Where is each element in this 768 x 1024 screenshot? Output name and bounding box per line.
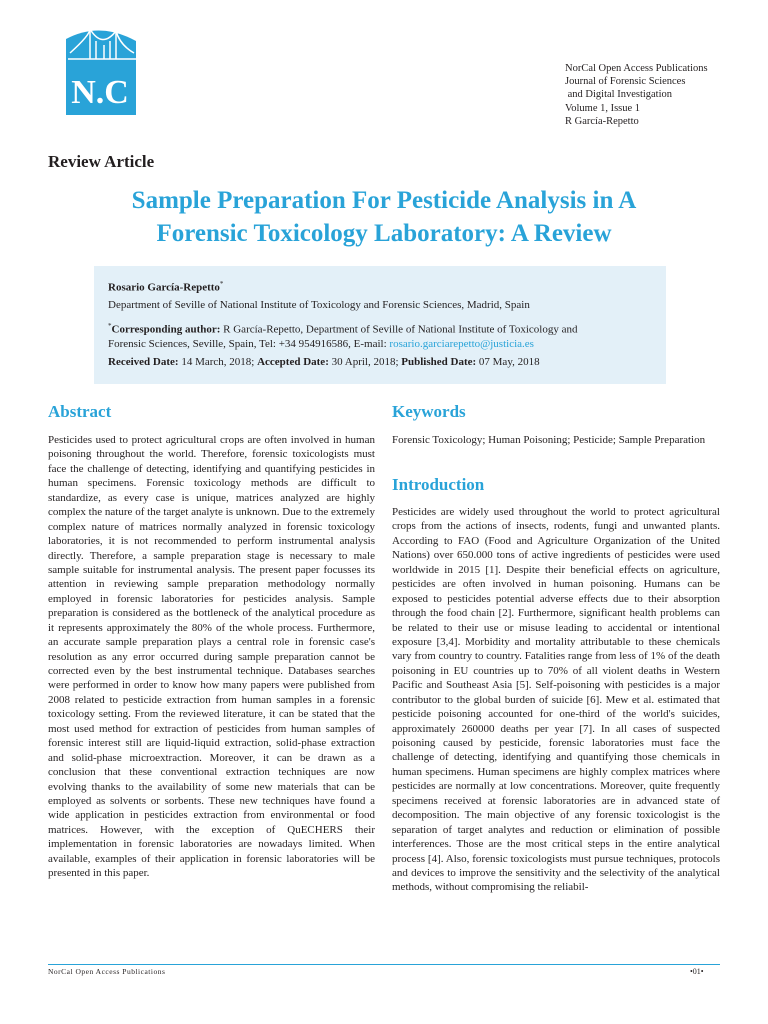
dates-line — [108, 355, 653, 370]
accepted-label: Accepted Date: — [257, 356, 329, 368]
author-mark: * — [219, 280, 224, 288]
corr-text-1: R García-Repetto, Department of Seville of National Institute of Toxicology and — [220, 323, 578, 336]
page-number: •01• — [690, 967, 704, 976]
keywords-heading: Keywords — [392, 402, 466, 421]
svg-text:N.C: N.C — [71, 74, 129, 111]
abstract-text: Pesticides used to protect agricultural crops are often involved in human poisoning throughout the world. Therefore, forensic toxicologists must face the challenge of detecting, identifying and quantifying pesticides in human specimens. Forensic toxicology methods are difficult to standardize, as every case is unique, matrices analyzed are highly complex the nature of the target analyte is unknown. Due to the extremely complex nature of matrices normally analyzed in forensic toxicology laboratories, it is not recommended to perform instrumental analysis directly. Therefore, a sample preparation stage is necessary to male sample suitable for instrumental analysis. The present paper focusses its attention in reviewing sample preparation methodology normally employed in forensic laboratories for pesticides analysis. Sample preparation is considered as the bottleneck of the analytical procedure as it represents approximately the 80% of the whole process. Furthermore, an accurate sample preparation plays a central role in forensic case's resolution as any error occurred during sample preparation cannot be corrected even by the best instrumental technique. Databases searches were performed in order to know how many papers were published from 2008 related to pesticide extraction from human samples in a forensic toxicology setting. From the reviewed literature, it can be stated that the most used method for extraction of pesticides from human samples of forensic interest still are liquid-liquid extraction, solid-phase extraction and solid-phase microextraction. Moreover, it can be drawn as a conclusion that these conventional extraction techniques are now evolving thanks to the availability of some new materials that can be employed as solvents or sorbents. These new techniques have found a wide application in pesticides extraction from environmental or food matrices. However, with the exception of QuECHERS their implementation in forensic laboratories are nowadays limited. When available, examples of their application in forensic laboratories will be presented in this paper. — [48, 434, 375, 880]
corr-mark: * — [108, 322, 112, 330]
article-title — [30, 184, 738, 250]
published-label: Published Date: — [401, 356, 477, 368]
received-date: 14 March, 2018; — [178, 356, 258, 368]
abstract-heading: Abstract — [48, 402, 112, 421]
corr-text-2: Forensic Sciences, Seville, Spain, Tel: +34 954916586, E-mail: — [108, 338, 390, 351]
author-line — [108, 277, 653, 295]
published-date: 07 May, 2018 — [476, 356, 540, 368]
publisher-name: NorCal Open Access Publications — [565, 63, 708, 74]
volume-issue: Volume 1, Issue 1 — [565, 102, 641, 114]
introduction-heading: Introduction — [392, 475, 485, 494]
article-type: Review Article — [48, 152, 155, 171]
publication-info — [565, 62, 760, 128]
footer-divider — [48, 964, 720, 965]
received-label: Received Date: — [108, 356, 179, 368]
corr-label: Corresponding author: — [111, 323, 221, 336]
corr-email-link[interactable]: rosario.garciarepetto@justicia.es — [389, 338, 534, 351]
journal-logo — [60, 15, 140, 127]
footer-publisher: NorCal Open Access Publications — [48, 967, 166, 976]
title-line-2: Forensic Toxicology Laboratory: A Review — [156, 220, 612, 247]
introduction-text: Pesticides are widely used throughout the world to protect agricultural crops from the actions of insects, rodents, fungi and unwanted plants. According to FAO (Food and Agriculture Organization of the United Nations) over 650.000 tons of active ingredients of pesticides were used worldwide in 2015 [1]. Despite their beneficial effects on agriculture, pesticides are often involved in human poisoning. Humans can be exposed to pesticides potential adverse effects due to their absorption through the food chain [2]. Furthermore, significant health problems can be related to their use or misuse leading to accidental or intentional exposure [3,4]. Morbidity and mortality attributable to these chemicals vary from country to country. Fatalities range from less of 1% of the death poisoning in EU countries up to 70% of all violent deaths in Western Pacific and Southeast Asia [5]. Self-poisoning with pesticides is a major contributor to the global burden of suicide [6]. Mew et al. estimated that pesticide poisoning accounted for one-third of the world's suicides, approximately 260000 deaths per year [7]. In all cases of suspected poisoning caused by pesticide, forensic laboratories must face the challenge of detecting, identifying and quantifying those chemicals in human specimens. Human specimens are highly complex matrices where pesticides are normally at low concentrations. Moreover, quite frequently specimens received at forensic laboratories are in advanced state of decomposition. The main objective of any forensic toxicologist is the separation of target analytes and reduction or elimination of possible interferences. Those are the most critical steps in the entire analytical process [4]. Also, forensic toxicologists must pursue techniques, protocols and devices to improve the sensitivity and the selectivity of the analytical methods, without compromising the reliabil- — [392, 506, 720, 894]
keywords-text: Forensic Toxicology; Human Poisoning; Pesticide; Sample Preparation — [392, 434, 706, 446]
journal-name-cont: and Digital Investigation — [565, 89, 673, 101]
affiliation: Department of Seville of National Institute of Toxicology and Forensic Sciences, Madrid, Spain — [108, 299, 530, 311]
running-author: R García-Repetto — [565, 115, 639, 127]
author-name: Rosario García-Repetto — [108, 281, 220, 294]
title-line-1: Sample Preparation For Pesticide Analysis in A — [131, 187, 637, 214]
accepted-date: 30 April, 2018; — [328, 356, 402, 368]
journal-name: Journal of Forensic Sciences — [565, 76, 686, 88]
corresponding-author — [108, 319, 653, 352]
